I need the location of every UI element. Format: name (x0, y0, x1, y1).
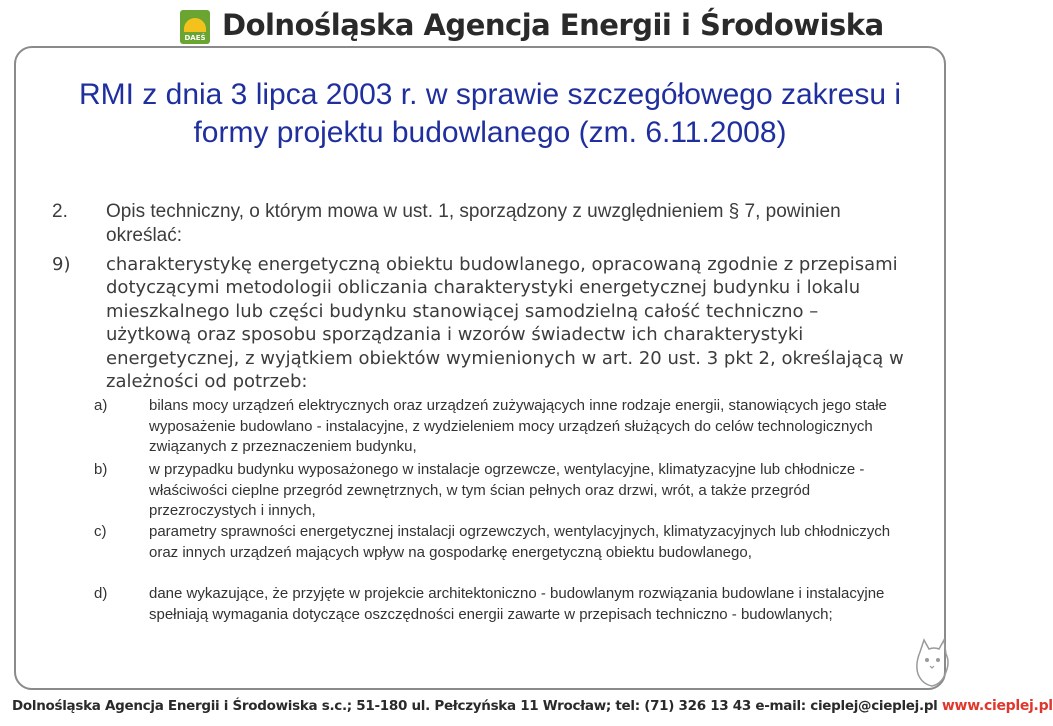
footer-website-link[interactable]: www.cieplej.pl (941, 698, 1053, 714)
subitem-text: bilans mocy urządzeń elektrycznych oraz urządzeń zużywających inne rodzaje energii, stanowiących jego stałe wyposażenie budowlano - instalacyjne, z wydzieleniem mocy urządzeń służących do celów technologicznych związanych z przeznaczeniem budynku, (149, 397, 887, 455)
item-2-number: 2. (52, 201, 68, 222)
subitem-text: parametry sprawności energetycznej instalacji ogrzewczych, wentylacyjnych, klimatyzacyjnych lub chłodniczych oraz innych urządzeń mających wpływ na gospodarkę energetyczną obiektu budowlanego, (149, 523, 891, 561)
daes-logo (180, 10, 210, 44)
subitem-label: d) (94, 585, 108, 602)
item-9-text: charakterystykę energetyczną obiektu budowlanego, opracowaną zgodnie z przepisami dotyczącymi metodologii obliczania charakterystyki energetycznej budynku i lokalu mieszkalnego lub części budynku stanowiącej samodzielną całość techniczno – użytkową oraz sposobu sporządzania i wzorów świadectw ich charakterystyki energetycznej, z wyjątkiem obiektów wymienionych w art. 20 ust. 3 pkt 2, określającą w zależności od potrzeb: (106, 254, 904, 393)
title-line-2: formy projektu budowlanego (zm. 6.11.2008) (193, 116, 787, 149)
subitem-label: a) (94, 397, 108, 414)
organization-name: Dolnośląska Agencja Energii i Środowiska (222, 8, 884, 42)
subitem-text: dane wykazujące, że przyjęte w projekcie architektoniczno - budowlanym rozwiązania budowlane i instalacyjne spełniają wymagania dotyczące oszczędności energii zawarte w przepisach techniczno - budowlanych; (149, 585, 885, 623)
footer-contact-text: Dolnośląska Agencja Energii i Środowiska s.c.; 51-180 ul. Pełczyńska 11 Wrocław; tel: (71) 326 13 43 e-mail: cieplej@cieplej.pl (12, 698, 938, 714)
item-2-text: Opis techniczny, o którym mowa w ust. 1, sporządzony z uwzględnieniem § 7, powinien określać: (106, 201, 841, 246)
item-9-number: 9) (52, 254, 71, 275)
cat-mascot-icon (912, 632, 952, 692)
logo-text: DAEŚ (184, 34, 206, 42)
subitem-label: b) (94, 461, 108, 478)
slide-header (0, 0, 960, 46)
subitem-label: c) (94, 523, 107, 540)
title-line-1: RMI z dnia 3 lipca 2003 r. w sprawie szczegółowego zakresu i (78, 78, 902, 111)
subitem-text: w przypadku budynku wyposażonego w instalacje ogrzewcze, wentylacyjne, klimatyzacyjne lub chłodnicze - właściwości cieplne przegród zewnętrznych, w tym ścian pełnych oraz drzwi, wrót, a także przegród przezroczystych i innych, (149, 461, 865, 519)
slide-title (60, 76, 920, 152)
sun-icon (184, 18, 206, 32)
footer-contact (12, 698, 1053, 714)
